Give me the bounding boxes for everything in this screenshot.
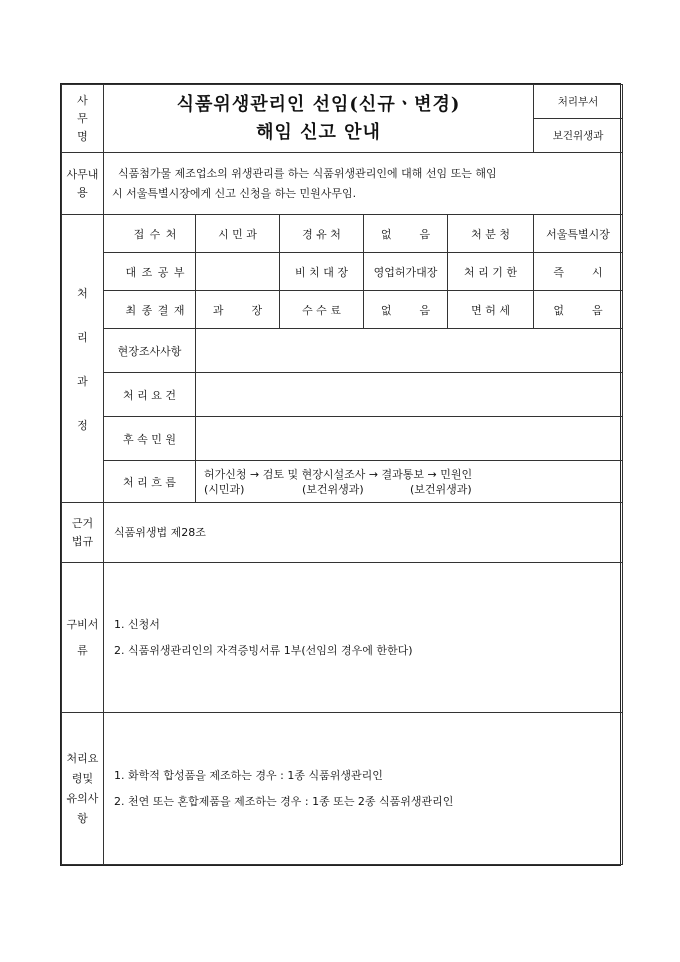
note-item: 2. 천연 또는 혼합제품을 제조하는 경우 : 1종 또는 2종 식품위생관리인 — [114, 794, 454, 808]
document-item: 1. 신청서 — [114, 617, 160, 631]
onsite-value — [196, 329, 623, 373]
flow-sub-3: (보건위생과) — [410, 482, 472, 496]
title-line-1: 식품위생관리인 선임(신규ㆍ변경) — [176, 93, 461, 115]
process-flow — [196, 461, 623, 503]
notes-list — [104, 713, 623, 865]
fee-value: 없 음 — [364, 291, 448, 329]
process-label: 처 리 과 정 — [62, 215, 104, 503]
ledger-label: 대 조 공 부 — [104, 253, 196, 291]
license-tax-value: 없 음 — [534, 291, 623, 329]
deadline-label: 처 리 기 한 — [448, 253, 534, 291]
deadline-value: 즉 시 — [534, 253, 623, 291]
title-line-2: 해임 신고 안내 — [256, 121, 381, 143]
dept-label: 처리부서 — [534, 85, 623, 119]
register-value: 영업허가대장 — [364, 253, 448, 291]
approval-label: 최 종 결 재 — [104, 291, 196, 329]
license-tax-label: 면 허 세 — [448, 291, 534, 329]
via-value: 없 음 — [364, 215, 448, 253]
register-label: 비 치 대 장 — [280, 253, 364, 291]
description-label: 사무내 용 — [62, 153, 104, 215]
page-title — [104, 85, 534, 153]
flow-label: 처 리 흐 름 — [104, 461, 196, 503]
flow-sub-1: (시민과) — [204, 482, 245, 496]
onsite-label: 현장조사사항 — [104, 329, 196, 373]
note-item: 1. 화학적 합성품을 제조하는 경우 : 1종 식품위생관리인 — [114, 768, 383, 782]
via-label: 경 유 처 — [280, 215, 364, 253]
approval-value: 과 장 — [196, 291, 280, 329]
header-label: 사 무 명 — [62, 85, 104, 153]
ledger-value — [196, 253, 280, 291]
documents-label: 구비서 류 — [62, 563, 104, 713]
requirements-label: 처 리 요 건 — [104, 373, 196, 417]
law-label: 근거 법규 — [62, 503, 104, 563]
flow-sub-2: (보건위생과) — [302, 482, 364, 496]
document-item: 2. 식품위생관리인의 자격증빙서류 1부(선임의 경우에 한한다) — [114, 643, 413, 657]
reception-value: 시 민 과 — [196, 215, 280, 253]
guide-table — [61, 84, 623, 865]
dept-value: 보건위생과 — [534, 119, 623, 153]
authority-value: 서울특별시장 — [534, 215, 623, 253]
flow-line: 허가신청 → 검토 및 현장시설조사 → 결과통보 → 민원인 — [204, 467, 473, 481]
reception-label: 접 수 처 — [104, 215, 196, 253]
requirements-value — [196, 373, 623, 417]
documents-list — [104, 563, 623, 713]
notes-label: 처리요 령및 유의사 항 — [62, 713, 104, 865]
authority-label: 처 분 청 — [448, 215, 534, 253]
guide-document — [60, 83, 621, 866]
followup-label: 후 속 민 원 — [104, 417, 196, 461]
description-text: 식품첨가물 제조업소의 위생관리를 하는 식품위생관리인에 대해 선임 또는 해임 시 서울특별시장에게 신고 신청을 하는 민원사무임. — [104, 153, 623, 215]
fee-label: 수 수 료 — [280, 291, 364, 329]
followup-value — [196, 417, 623, 461]
law-text: 식품위생법 제28조 — [104, 503, 623, 563]
